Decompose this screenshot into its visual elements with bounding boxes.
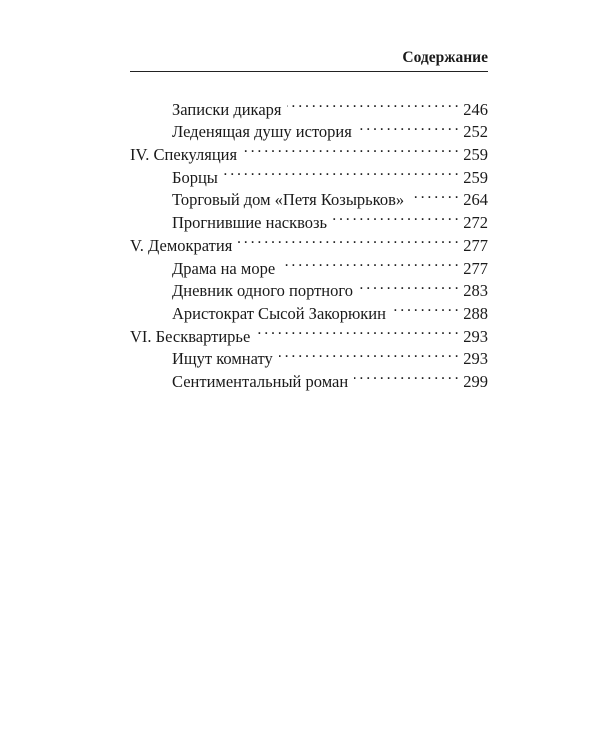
toc-entry-title: Ищут комнату	[172, 349, 273, 369]
toc-leader-dots	[354, 364, 458, 387]
toc-page-number: 259	[463, 145, 488, 165]
toc-page-number: 299	[463, 371, 488, 391]
toc-leader-dots	[358, 115, 458, 138]
toc-entry-title: Леденящая душу история	[172, 122, 352, 142]
toc-page-number: 293	[463, 326, 488, 346]
toc-leader-dots	[238, 228, 458, 251]
toc-leader-dots	[410, 183, 458, 206]
toc-entry-title: Сентиментальный роман	[172, 371, 349, 391]
toc-page-number: 246	[463, 99, 488, 119]
table-of-contents	[130, 92, 488, 391]
toc-leader-dots	[243, 137, 458, 160]
toc-entry-title: Борцы	[172, 167, 218, 187]
toc-leader-dots	[287, 92, 458, 115]
toc-entry-title: Дневник одного портного	[172, 281, 353, 301]
toc-entry-title: Аристократ Сысой Закорюкин	[172, 303, 386, 323]
toc-leader-dots	[359, 274, 458, 297]
toc-page-number: 283	[463, 281, 488, 301]
toc-leader-dots	[256, 319, 458, 342]
toc-part-title: V. Демократия	[130, 235, 233, 255]
toc-page-number: 272	[463, 213, 488, 233]
toc-page-number: 264	[463, 190, 488, 210]
toc-page-number: 252	[463, 122, 488, 142]
header-rule	[130, 71, 488, 72]
toc-part-title: VI. Бесквартирье	[130, 326, 251, 346]
toc-entry-title: Прогнившие насквозь	[172, 213, 328, 233]
toc-page-number: 277	[463, 235, 488, 255]
toc-leader-dots	[281, 251, 458, 274]
toc-leader-dots	[333, 205, 458, 228]
toc-leader-dots	[392, 296, 458, 319]
toc-page-number: 288	[463, 303, 488, 323]
toc-page-number: 277	[463, 258, 488, 278]
toc-page-number: 293	[463, 349, 488, 369]
toc-page-number: 259	[463, 167, 488, 187]
toc-entry-title: Торговый дом «Петя Козырьков»	[172, 190, 405, 210]
toc-entry[interactable]	[130, 92, 488, 119]
toc-part-title: IV. Спекуляция	[130, 145, 238, 165]
toc-leader-dots	[224, 160, 458, 183]
running-head-title: Содержание	[402, 49, 488, 66]
toc-leader-dots	[279, 342, 458, 365]
toc-entry-title: Драма на море	[172, 258, 276, 278]
toc-entry-title: Записки дикаря	[172, 99, 282, 119]
